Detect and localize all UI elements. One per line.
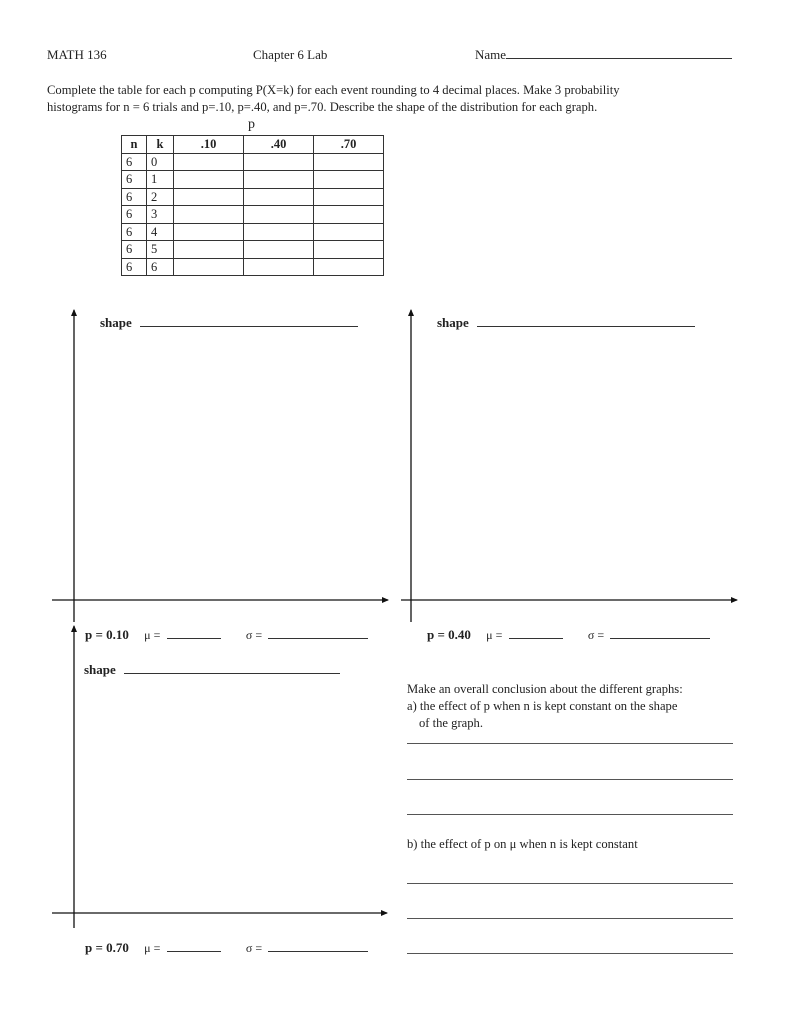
cell-k: 3 (147, 206, 174, 224)
graph2-shape-label: shape (437, 315, 469, 330)
cell-n: 6 (122, 206, 147, 224)
cell-n: 6 (122, 223, 147, 241)
graph2-sigma-blank[interactable] (610, 637, 710, 639)
cell-n: 6 (122, 188, 147, 206)
cell-n: 6 (122, 153, 147, 171)
graph2-shape-blank[interactable] (477, 325, 695, 327)
graph1-sigma-blank[interactable] (268, 637, 368, 639)
graph1-shape-label: shape (100, 315, 132, 330)
graph3-sigma-blank[interactable] (268, 950, 368, 952)
cell-k: 2 (147, 188, 174, 206)
graph2-shape (437, 315, 695, 331)
course-title: MATH 136 (47, 47, 107, 62)
cell-k: 0 (147, 153, 174, 171)
cell-n: 6 (122, 241, 147, 259)
graph3-shape-blank[interactable] (124, 672, 340, 674)
conclusion-b: b) the effect of p on μ when n is kept constant (407, 837, 638, 851)
graph3-shape (84, 662, 340, 678)
cell-k: 5 (147, 241, 174, 259)
p-column-label: p (248, 117, 255, 132)
graph3-mu-blank[interactable] (167, 950, 221, 952)
graph1-p-value: p = 0.10 (85, 627, 129, 642)
answer-b-line-1[interactable] (407, 883, 733, 884)
answer-a-line-1[interactable] (407, 743, 733, 744)
header-k: k (147, 136, 174, 154)
graph1-shape (100, 315, 358, 331)
graph1-stats (85, 627, 368, 643)
answer-a-line-2[interactable] (407, 779, 733, 780)
cell-k: 4 (147, 223, 174, 241)
graph1-sigma-label: σ = (245, 628, 263, 642)
header-p10: .10 (174, 136, 244, 154)
header-n: n (122, 136, 147, 154)
answer-b-line-3[interactable] (407, 953, 733, 954)
header-p70: .70 (314, 136, 384, 154)
name-label: Name (475, 47, 507, 62)
graph3-sigma-label: σ = (245, 941, 263, 955)
conclusion-a-line-2: of the graph. (419, 716, 483, 730)
conclusion-a-line-1: a) the effect of p when n is kept constant on the shape (407, 699, 678, 713)
answer-b-line-2[interactable] (407, 918, 733, 919)
graph3-stats (85, 940, 368, 956)
graph2-mu-blank[interactable] (509, 637, 563, 639)
graph1-mu-label: μ = (144, 628, 161, 642)
graph3-shape-label: shape (84, 662, 116, 677)
graph2-p-value: p = 0.40 (427, 627, 471, 642)
answer-a-line-3[interactable] (407, 814, 733, 815)
cell-n: 6 (122, 258, 147, 276)
chapter-title: Chapter 6 Lab (253, 47, 328, 62)
cell-k: 1 (147, 171, 174, 189)
instructions-line-2: histograms for n = 6 trials and p=.10, p=.40, and p=.70. Describe the shape of the distribution for each graph. (47, 100, 598, 114)
conclusion-intro: Make an overall conclusion about the different graphs: (407, 682, 683, 696)
graph2-sigma-label: σ = (587, 628, 605, 642)
graph1-shape-blank[interactable] (140, 325, 358, 327)
graph2-stats (427, 627, 710, 643)
cell-n: 6 (122, 171, 147, 189)
cell-k: 6 (147, 258, 174, 276)
graph1-mu-blank[interactable] (167, 637, 221, 639)
graph2-mu-label: μ = (486, 628, 503, 642)
graph3-mu-label: μ = (144, 941, 161, 955)
graph3-p-value: p = 0.70 (85, 940, 129, 955)
instructions-line-1: Complete the table for each p computing P(X=k) for each event rounding to 4 decimal places. Make 3 probability (47, 83, 620, 97)
header-p40: .40 (244, 136, 314, 154)
